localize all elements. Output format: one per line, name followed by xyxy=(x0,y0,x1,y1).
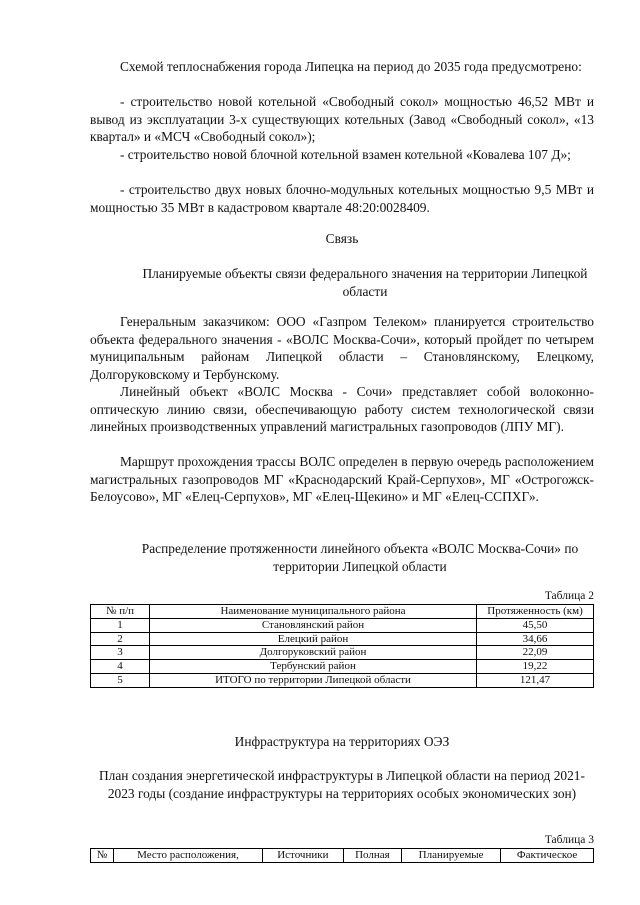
oez-subtitle: План создания энергетической инфраструктуры в Липецкой области на период 2021- 2023 годы (создание инфраструктуры на территориях особых экономических зон) xyxy=(99,768,585,801)
table-cell: 5 xyxy=(91,673,150,687)
heat-item-1: - строительство новой котельной «Свободный сокол» мощностью 46,52 МВт и вывод из эксплуатации 3-х существующих котельных (Завод «Свободный сокол», «13 квартал» и «МСЧ «Свободный сокол»); xyxy=(90,94,594,145)
table-row xyxy=(91,618,594,632)
table-header-cell: № п/п xyxy=(91,605,150,619)
table-header-cell: Место расположения, xyxy=(114,849,263,863)
table-cell: 19,22 xyxy=(477,660,594,674)
comm-title: Связь xyxy=(325,231,359,246)
table-row xyxy=(91,632,594,646)
table-header-cell: Наименование муниципального района xyxy=(150,605,477,619)
heat-intro: Схемой теплоснабжения города Липецка на период до 2035 года предусмотрено: xyxy=(120,59,582,74)
table-header-cell: Протяженность (км) xyxy=(477,605,594,619)
heat-item-3: - строительство двух новых блочно-модульных котельных мощностью 9,5 МВт и мощностью 35 МВт в кадастровом квартале 48:20:0028409. xyxy=(90,182,594,215)
table-header-cell: № xyxy=(91,849,114,863)
comm-paragraph-3: Маршрут прохождения трассы ВОЛС определен в первую очередь расположением магистральных газопроводов МГ «Краснодарский Край-Серпухов», МГ «Острогожск-Белоусово», МГ «Елец-Серпухов», МГ «Елец-Щекино» и МГ «Елец-ССПХГ». xyxy=(90,454,594,505)
table-header-row xyxy=(91,849,594,863)
table-row xyxy=(91,673,594,687)
oez-title: Инфраструктура на территориях ОЭЗ xyxy=(234,734,450,749)
table-cell: 1 xyxy=(91,618,150,632)
comm-paragraph-2: Линейный объект «ВОЛС Москва - Сочи» представляет собой волоконно-оптическую линию связи, обеспечивающую работу систем технологической связи линейных производственных управлений магистральных газопроводов (ЛПУ МГ). xyxy=(90,384,594,435)
table-header-row xyxy=(91,605,594,619)
table-cell: 3 xyxy=(91,646,150,660)
comm-subtitle: Планируемые объекты связи федерального значения на территории Липецкой области xyxy=(142,266,588,299)
table-cell: 34,66 xyxy=(477,632,594,646)
table-cell: 2 xyxy=(91,632,150,646)
table-cell: Становлянский район xyxy=(150,618,477,632)
table-cell: Долгоруковский район xyxy=(150,646,477,660)
table-header-cell: Полная xyxy=(343,849,401,863)
table-header-cell: Фактическое xyxy=(501,849,594,863)
table3 xyxy=(90,848,594,863)
table-cell: ИТОГО по территории Липецкой области xyxy=(150,673,477,687)
table2-caption: Таблица 2 xyxy=(544,590,594,602)
table-row xyxy=(91,646,594,660)
table2 xyxy=(90,604,594,688)
table-cell: Елецкий район xyxy=(150,632,477,646)
table-header-cell: Источники xyxy=(263,849,344,863)
table-cell: 4 xyxy=(91,660,150,674)
table3-caption: Таблица 3 xyxy=(544,834,594,846)
table-row xyxy=(91,660,594,674)
comm-paragraph-1: Генеральным заказчиком: ООО «Газпром Телеком» планируется строительство объекта федерального значения - «ВОЛС Москва-Сочи», который пройдет по четырем муниципальным районам Липецкой области – Становлянскому, Елецкому, Долгоруковскому и Тербунскому. xyxy=(90,314,594,382)
table-header-cell: Планируемые xyxy=(402,849,501,863)
table-cell: Тербунский район xyxy=(150,660,477,674)
table-cell: 45,50 xyxy=(477,618,594,632)
table-cell: 22,09 xyxy=(477,646,594,660)
heat-item-2: - строительство новой блочной котельной взамен котельной «Ковалева 107 Д»; xyxy=(120,147,571,162)
table2-title: Распределение протяженности линейного объекта «ВОЛС Москва-Сочи» по территории Липецкой области xyxy=(141,541,579,574)
table-cell: 121,47 xyxy=(477,673,594,687)
